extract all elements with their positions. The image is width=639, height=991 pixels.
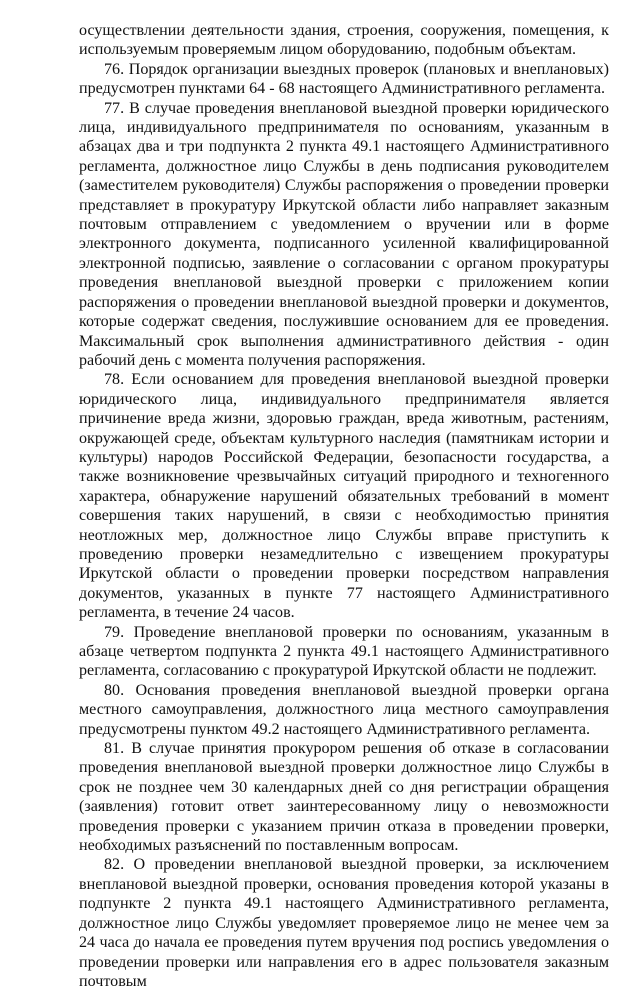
paragraph-81: 81. В случае принятия прокурором решения об отказе в согласовании проведения внеплановой выездной проверки должностное лицо Службы в срок не позднее чем 30 календарных дней со дня регистрации обращения (заявления) готовит ответ заинтересованному лицу о невозможности проведения проверки с указанием причин отказа в проведении проверки, необходимых разъяснений по поставленным вопросам.: [79, 740, 609, 855]
paragraph-continuation: осуществлении деятельности здания, строения, сооружения, помещения, к используемым проверяемым лицом оборудованию, подобным объектам.: [79, 22, 609, 59]
paragraph-82: 82. О проведении внеплановой выездной проверки, за исключением внеплановой выездной проверки, основания проведения которой указаны в подпункте 2 пункта 49.1 настоящего Административного регламента, должностное лицо Службы уведомляет проверяемое лицо не менее чем за 24 часа до начала ее проведения путем вручения под роспись уведомления о проведении проверки или направления его в адрес пользователя заказным почтовым: [79, 856, 609, 990]
paragraph-80: 80. Основания проведения внеплановой выездной проверки органа местного самоуправления, должностного лица местного самоуправления предусмотрены пунктом 49.2 настоящего Административного регламента.: [79, 681, 609, 738]
paragraph-78: 78. Если основанием для проведения внеплановой выездной проверки юридического лица, индивидуального предпринимателя является причинение вреда жизни, здоровью граждан, вреда животным, растениям, окружающей среде, объектам культурного наследия (памятникам истории и культуры) народов Российской Федерации, безопасности государства, а также возникновение чрезвычайных ситуаций природного и техногенного характера, обнаружение нарушений обязательных требований в момент совершения таких нарушений, в связи с необходимостью принятия неотложных мер, должностное лицо Службы вправе приступить к проведению проверки незамедлительно с извещением прокуратуры Иркутской области о проведении проверки посредством направления документов, указанных в пункте 77 настоящего Административного регламента, в течение 24 часов.: [79, 371, 609, 622]
paragraph-76: 76. Порядок организации выездных проверок (плановых и внеплановых) предусмотрен пунктами 64 - 68 настоящего Административного регламента.: [79, 60, 609, 98]
paragraph-77: 77. В случае проведения внеплановой выездной проверки юридического лица, индивидуального предпринимателя по основаниям, указанным в абзацах два и три подпункта 2 пункта 49.1 настоящего Административного регламента, должностное лицо Службы в день подписания руководителем (заместителем руководителя) Службы распоряжения о проведении проверки представляет в прокуратуру Иркутской области либо направляет заказным почтовым отправлением с уведомлением о вручении или в форме электронного документа, подписанного усиленной квалифицированной электронной подписью, заявление о согласовании с органом прокуратуры проведения внеплановой выездной проверки с приложением копии распоряжения о проведении внеплановой выездной проверки и документов, которые содержат сведения, послужившие основанием для ее проведения. Максимальный срок выполнения административного действия - один рабочий день с момента получения распоряжения.: [79, 99, 609, 369]
paragraph-79: 79. Проведение внеплановой проверки по основаниям, указанным в абзаце четвертом подпункта 2 пункта 49.1 настоящего Административного регламента, согласованию с прокуратурой Иркутской области не подлежит.: [79, 623, 609, 680]
